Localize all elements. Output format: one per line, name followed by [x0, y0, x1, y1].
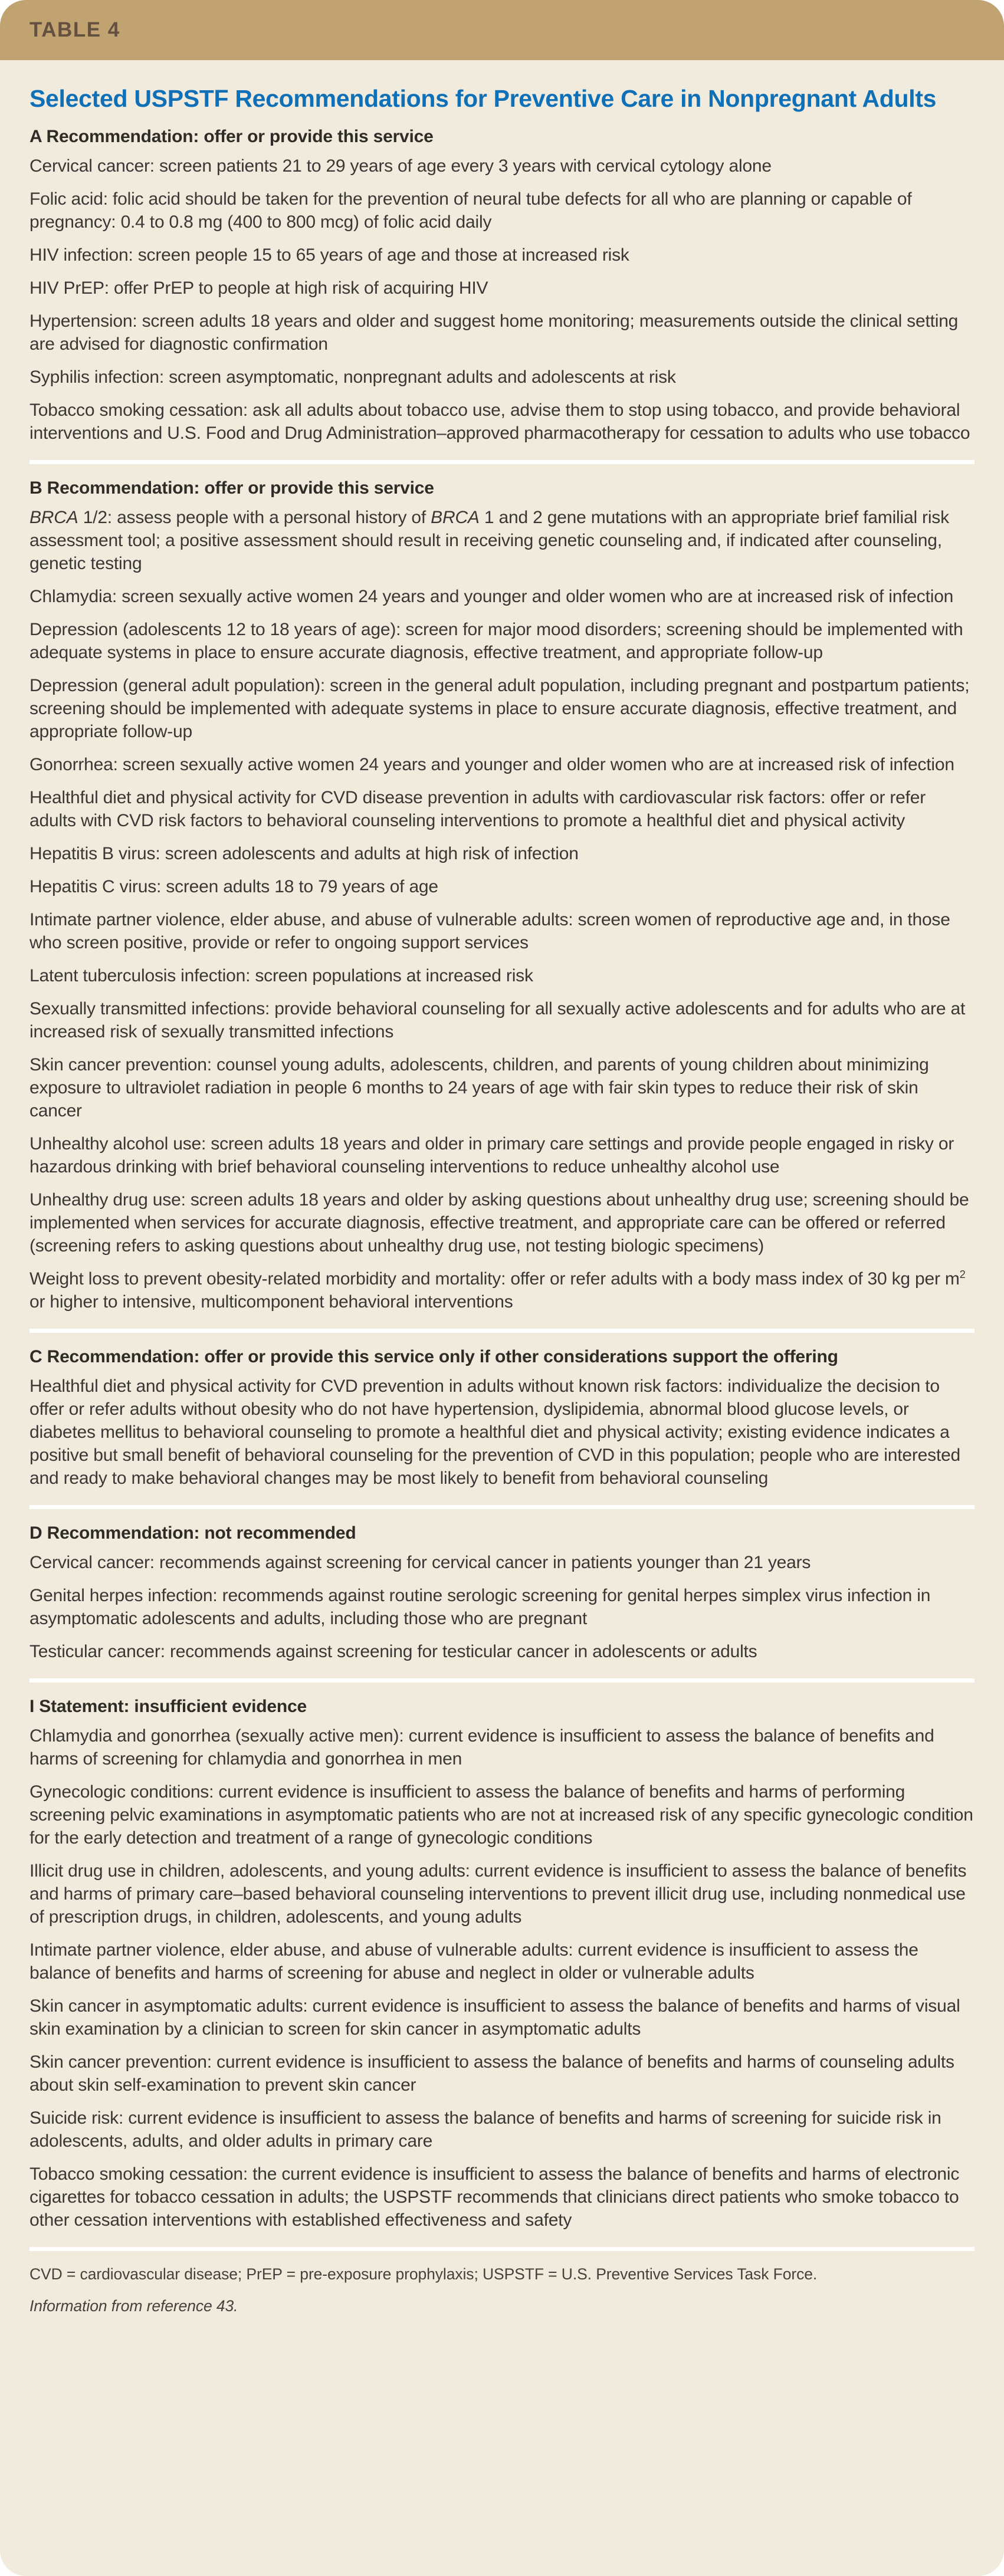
recommendation-item: Sexually transmitted infections: provide behavioral counseling for all sexually active adolescents and for adults who are at increased risk of sexually transmitted infections: [29, 999, 966, 1041]
recommendation-item: Weight loss to prevent obesity-related morbidity and mortality: offer or refer adults with a body mass index of 30 kg per $m^2$ or higher to intensive, multicomponent behavioral interventions: [29, 1269, 966, 1312]
recommendation-item: Folic acid: folic acid should be taken for the prevention of neural tube defects for all who are planning or capable of pregnancy: 0.4 to 0.8 mg (400 to 800 mcg) of folic acid daily: [29, 189, 912, 232]
recommendation-item: Depression (general adult population): screen in the general adult population, including pregnant and postpartum patients; screening should be implemented with adequate systems in place to ensure accurate diagnosis, effective treatment, and appropriate follow-up: [29, 676, 970, 741]
section-divider: [29, 1329, 975, 1333]
sections: [29, 127, 975, 2232]
source-note: Information from reference 43.: [29, 2297, 238, 2315]
recommendation-item: HIV infection: screen people 15 to 65 years of age and those at increased risk: [29, 245, 629, 265]
section-heading-D: D Recommendation: not recommended: [29, 1523, 356, 1543]
table-content: [0, 60, 1004, 2342]
recommendation-item: Gynecologic conditions: current evidence is insufficient to assess the balance of benefits and harms of performing screening pelvic examinations in asymptomatic patients who are not at increased risk of any specific gynecologic condition for the early detection and treatment of a range of gynecologic conditions: [29, 1782, 973, 1848]
recommendation-item: Healthful diet and physical activity for CVD prevention in adults without known risk factors: individualize the decision to offer or refer adults without obesity who do not have hypertension, dyslipidemia, abnormal blood glucose levels, or diabetes mellitus to behavioral counseling to promote a healthful diet and physical activity; existing evidence indicates a positive but small benefit of behavioral counseling for the prevention of CVD in this population; people who are interested and ready to make behavioral changes may be most likely to benefit from behavioral counseling: [29, 1376, 961, 1488]
recommendation-item: Tobacco smoking cessation: the current evidence is insufficient to assess the balance of benefits and harms of electronic cigarettes for tobacco cessation in adults; the USPSTF recommends that clinicians direct patients who smoke tobacco to other cessation interventions with established effectiveness and safety: [29, 2164, 960, 2230]
recommendation-item: Skin cancer prevention: counsel young adults, adolescents, children, and parents of young children about minimizing exposure to ultraviolet radiation in people 6 months to 24 years of age with fair skin types to reduce their risk of skin cancer: [29, 1055, 929, 1121]
recommendation-item: BRCA 1/2: assess people with a personal history of BRCA 1 and 2 gene mutations with an appropriate brief familial risk assessment tool; a positive assessment should result in receiving genetic counseling and, if indicated after counseling, genetic testing: [29, 508, 949, 573]
section-heading-C: C Recommendation: offer or provide this service only if other considerations support the offering: [29, 1347, 838, 1366]
recommendation-item: Chlamydia: screen sexually active women 24 years and younger and older women who are at increased risk of infection: [29, 587, 954, 606]
section-heading-B: B Recommendation: offer or provide this service: [29, 478, 434, 498]
section-divider: [29, 1678, 975, 1683]
recommendation-item: Gonorrhea: screen sexually active women 24 years and younger and older women who are at increased risk of infection: [29, 755, 954, 774]
footer-divider: [29, 2247, 975, 2251]
recommendation-item: Syphilis infection: screen asymptomatic, nonpregnant adults and adolescents at risk: [29, 367, 676, 387]
recommendation-item: Unhealthy drug use: screen adults 18 years and older by asking questions about unhealthy drug use; screening should be implemented when services for accurate diagnosis, effective treatment, and appropriate care can be offered or referred (screening refers to asking questions about unhealthy drug use, not testing biologic specimens): [29, 1190, 969, 1256]
recommendation-item: Skin cancer prevention: current evidence is insufficient to assess the balance of benefits and harms of counseling adults about skin self-examination to prevent skin cancer: [29, 2052, 954, 2095]
recommendation-item: Healthful diet and physical activity for CVD disease prevention in adults with cardiovascular risk factors: offer or refer adults with CVD risk factors to behavioral counseling interventions to promote a healthful diet and physical activity: [29, 788, 926, 830]
recommendation-item: HIV PrEP: offer PrEP to people at high risk of acquiring HIV: [29, 278, 488, 298]
abbreviation-note: CVD = cardiovascular disease; PrEP = pre-exposure prophylaxis; USPSTF = U.S. Preventive Services Task Force.: [29, 2265, 818, 2283]
recommendation-item: Cervical cancer: recommends against screening for cervical cancer in patients younger than 21 years: [29, 1553, 811, 1572]
recommendation-item: Hepatitis C virus: screen adults 18 to 79 years of age: [29, 877, 438, 896]
recommendation-item: Depression (adolescents 12 to 18 years of age): screen for major mood disorders; screening should be implemented with adequate systems in place to ensure accurate diagnosis, effective treatment, and appropriate follow-up: [29, 620, 963, 662]
recommendation-item: Skin cancer in asymptomatic adults: current evidence is insufficient to assess the balance of benefits and harms of visual skin examination by a clinician to screen for skin cancer in asymptomatic adults: [29, 1996, 960, 2039]
section-heading-I: I Statement: insufficient evidence: [29, 1697, 307, 1716]
recommendation-item: Testicular cancer: recommends against screening for testicular cancer in adolescents or adults: [29, 1642, 757, 1661]
recommendation-item: Hypertension: screen adults 18 years and older and suggest home monitoring; measurements outside the clinical setting are advised for diagnostic confirmation: [29, 311, 959, 354]
table-header-bar: [0, 0, 1004, 60]
table-label: TABLE 4: [29, 18, 120, 41]
recommendation-item: Illicit drug use in children, adolescents, and young adults: current evidence is insufficient to assess the balance of benefits and harms of primary care–based behavioral counseling interventions to prevent illicit drug use, including nonmedical use of prescription drugs, in children, adolescents, and young adults: [29, 1861, 967, 1927]
recommendation-item: Tobacco smoking cessation: ask all adults about tobacco use, advise them to stop using tobacco, and provide behavioral interventions and U.S. Food and Drug Administration–approved pharmacotherapy for cessation to adults who use tobacco: [29, 400, 970, 443]
recommendation-item: Latent tuberculosis infection: screen populations at increased risk: [29, 966, 533, 985]
section-divider: [29, 1505, 975, 1509]
recommendation-item: Intimate partner violence, elder abuse, and abuse of vulnerable adults: current evidence is insufficient to assess the balance of benefits and harms of screening for abuse and neglect in older or vulnerable adults: [29, 1940, 918, 1983]
recommendation-item: Suicide risk: current evidence is insufficient to assess the balance of benefits and harms of screening for suicide risk in adolescents, adults, and older adults in primary care: [29, 2108, 941, 2151]
recommendation-item: Chlamydia and gonorrhea (sexually active men): current evidence is insufficient to assess the balance of benefits and harms of screening for chlamydia and gonorrhea in men: [29, 1726, 934, 1769]
recommendation-item: Cervical cancer: screen patients 21 to 29 years of age every 3 years with cervical cytology alone: [29, 156, 772, 176]
section-divider: [29, 460, 975, 464]
recommendation-item: Hepatitis B virus: screen adolescents and adults at high risk of infection: [29, 844, 579, 863]
recommendation-item: Genital herpes infection: recommends against routine serologic screening for genital herpes simplex virus infection in asymptomatic adolescents and adults, including those who are pregnant: [29, 1586, 931, 1628]
recommendation-item: Unhealthy alcohol use: screen adults 18 years and older in primary care settings and provide people engaged in risky or hazardous drinking with brief behavioral counseling interventions to reduce unhealthy alcohol use: [29, 1134, 954, 1177]
section-heading-A: A Recommendation: offer or provide this service: [29, 127, 434, 146]
table-title: Selected USPSTF Recommendations for Preventive Care in Nonpregnant Adults: [29, 85, 937, 112]
recommendation-item: Intimate partner violence, elder abuse, and abuse of vulnerable adults: screen women of reproductive age and, in those who screen positive, provide or refer to ongoing support services: [29, 910, 950, 952]
